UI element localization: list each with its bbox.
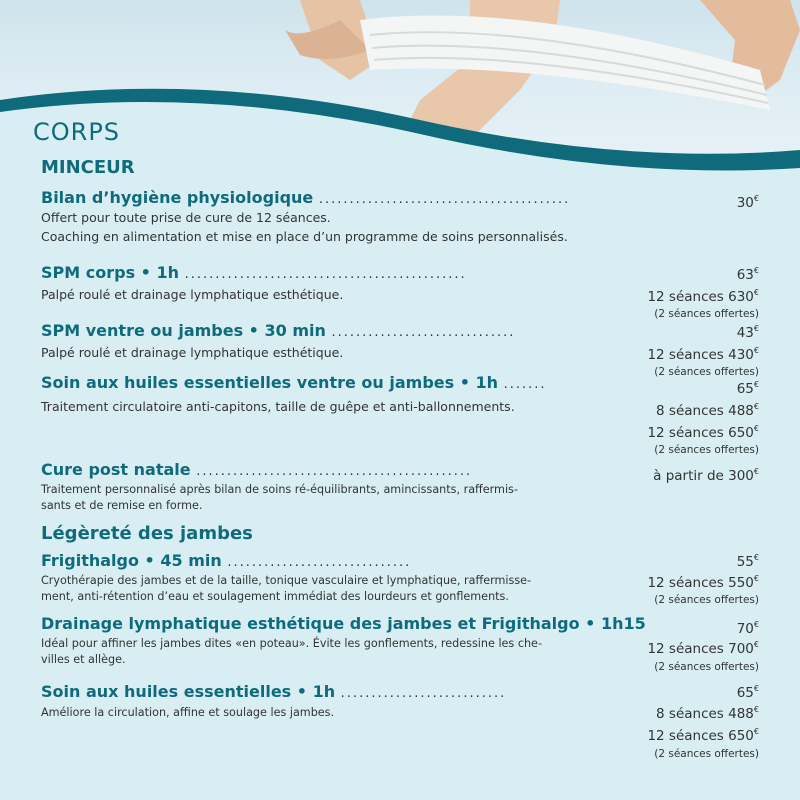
item-title	[41, 551, 411, 570]
desc-line: Idéal pour affiner les jambes dites «en poteau». Évite les gonflements, redessine les che-	[41, 637, 542, 650]
item-title-text: Soin aux huiles essentielles • 1h	[41, 682, 336, 701]
price-note: (2 séances offertes)	[654, 444, 759, 456]
currency: €	[753, 324, 759, 333]
currency: €	[753, 402, 759, 411]
item-title	[41, 188, 570, 207]
leader-dots: .......	[503, 377, 547, 392]
section-title: CORPS	[33, 118, 121, 146]
price-note: (2 séances offertes)	[654, 594, 759, 606]
desc-line: Palpé roulé et drainage lymphatique esthétique.	[41, 345, 344, 360]
currency: €	[753, 266, 759, 275]
currency: €	[753, 705, 759, 714]
item-title	[41, 682, 506, 701]
desc-line: Traitement personnalisé après bilan de soins ré-équilibrants, amincissants, raffermis-	[41, 483, 518, 496]
price-value: 12 séances 550	[647, 575, 754, 591]
price-note: (2 séances offertes)	[654, 308, 759, 320]
price-value: 12 séances 650	[647, 728, 754, 744]
item-desc	[41, 636, 596, 668]
item-title-text: SPM corps • 1h	[41, 263, 179, 282]
price-note: (2 séances offertes)	[654, 366, 759, 378]
price-value: 12 séances 430	[647, 347, 754, 363]
currency: €	[753, 574, 759, 583]
price	[647, 346, 759, 363]
price-note: (2 séances offertes)	[654, 661, 759, 673]
item-title	[41, 263, 467, 282]
desc-line: Améliore la circulation, affine et soulage les jambes.	[41, 706, 335, 719]
desc-line: Palpé roulé et drainage lymphatique esthétique.	[41, 287, 344, 302]
price	[653, 467, 759, 484]
desc-line: Coaching en alimentation et mise en place d’un programme de soins personnalisés.	[41, 229, 568, 244]
price	[647, 640, 759, 657]
item-desc	[41, 573, 596, 605]
header-photo	[0, 0, 800, 175]
price-value: 63	[736, 267, 754, 283]
currency: €	[753, 288, 759, 297]
price-value: 8 séances 488	[656, 706, 754, 722]
price-value: 70	[736, 621, 754, 637]
price	[737, 380, 759, 397]
price	[737, 684, 759, 701]
price-value: 43	[736, 325, 754, 341]
item-title-text: Drainage lymphatique esthétique des jambes et Frigithalgo • 1h15	[41, 614, 646, 633]
currency: €	[753, 553, 759, 562]
item-title-text: Cure post natale	[41, 460, 191, 479]
leader-dots: .........................................	[318, 192, 571, 207]
price-value: à partir de 300	[653, 468, 754, 484]
currency: €	[753, 467, 759, 476]
item-title-text: Soin aux huiles essentielles ventre ou jambes • 1h	[41, 373, 499, 392]
category-jambes: Légèreté des jambes	[41, 523, 253, 544]
currency: €	[753, 424, 759, 433]
desc-line: ment, anti-rétention d’eau et soulagement immédiat des lourdeurs et gonflements.	[41, 590, 509, 603]
item-desc	[41, 343, 343, 362]
desc-line: Traitement circulatoire anti-capitons, taille de guêpe et anti-ballonnements.	[41, 399, 515, 414]
item-title	[41, 321, 515, 340]
price-note: (2 séances offertes)	[654, 748, 759, 760]
price	[737, 620, 759, 637]
item-desc	[41, 705, 596, 721]
item-title-text: Bilan d’hygiène physiologique	[41, 188, 314, 207]
item-desc	[41, 208, 568, 246]
leader-dots: .............................................	[196, 464, 473, 479]
price-value: 12 séances 700	[647, 641, 754, 657]
item-title-text: Frigithalgo • 45 min	[41, 551, 222, 570]
currency: €	[753, 640, 759, 649]
price-value: 65	[736, 685, 754, 701]
item-desc	[41, 285, 343, 304]
item-title	[41, 614, 646, 633]
desc-line: Cryothérapie des jambes et de la taille, tonique vasculaire et lymphatique, raffermisse-	[41, 574, 532, 587]
item-desc	[41, 482, 596, 514]
desc-line: Offert pour toute prise de cure de 12 séances.	[41, 210, 331, 225]
price	[737, 324, 759, 341]
price-value: 55	[736, 554, 754, 570]
leader-dots: ..............................................	[184, 267, 467, 282]
currency: €	[753, 194, 759, 203]
price	[647, 288, 759, 305]
price-value: 30	[736, 195, 754, 211]
price	[647, 574, 759, 591]
price	[737, 266, 759, 283]
currency: €	[753, 684, 759, 693]
currency: €	[753, 380, 759, 389]
price-value: 12 séances 630	[647, 289, 754, 305]
item-title-text: SPM ventre ou jambes • 30 min	[41, 321, 326, 340]
price-value: 8 séances 488	[656, 403, 754, 419]
item-title	[41, 373, 547, 392]
price	[647, 727, 759, 744]
currency: €	[753, 346, 759, 355]
item-desc	[41, 397, 515, 416]
price-value: 12 séances 650	[647, 425, 754, 441]
price	[737, 553, 759, 570]
category-minceur: MINCEUR	[41, 157, 135, 178]
leader-dots: ..............................	[331, 325, 516, 340]
desc-line: villes et allège.	[41, 653, 126, 666]
currency: €	[753, 620, 759, 629]
price	[656, 705, 759, 722]
desc-line: sants et de remise en forme.	[41, 499, 203, 512]
price-value: 65	[736, 381, 754, 397]
leader-dots: ...........................	[340, 686, 507, 701]
item-title	[41, 460, 472, 479]
price	[656, 402, 759, 419]
currency: €	[753, 727, 759, 736]
price	[737, 194, 759, 211]
leader-dots: ..............................	[227, 555, 412, 570]
price	[647, 424, 759, 441]
